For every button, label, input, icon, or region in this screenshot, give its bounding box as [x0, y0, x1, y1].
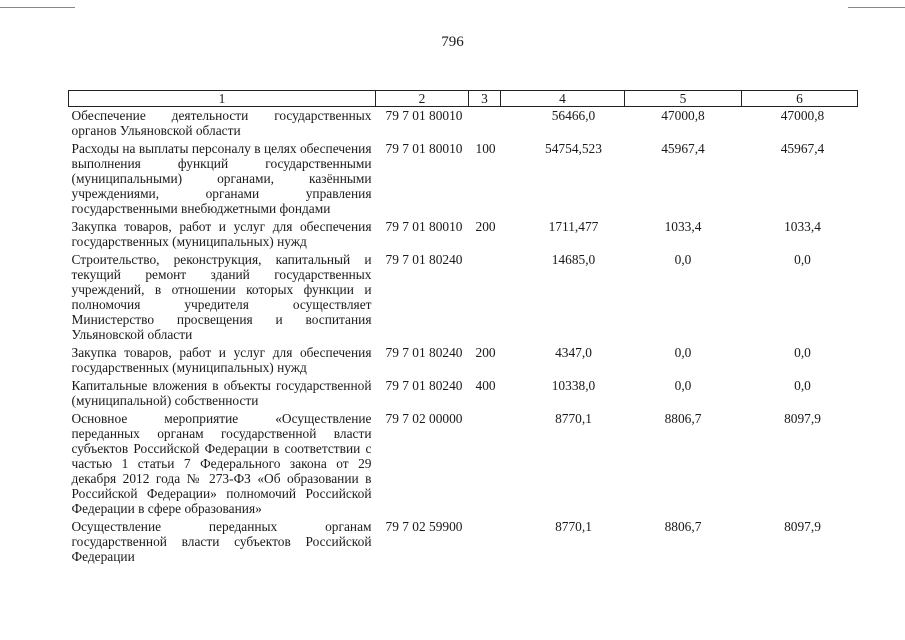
- row-code: 79 7 01 80240: [385, 345, 463, 360]
- row-value-col5: 1033,4: [664, 219, 702, 234]
- table-row: [69, 410, 858, 518]
- row-name: Закупка товаров, работ и услуг для обеспечения государственных (муниципальных) нужд: [71, 345, 372, 375]
- scan-edge-line-right: [848, 7, 905, 8]
- row-value-col4: 10338,0: [551, 378, 596, 393]
- header-cell-2: 2: [376, 91, 469, 107]
- row-value-col4: 1711,477: [548, 219, 599, 234]
- row-value-col6: 1033,4: [784, 219, 821, 234]
- row-value-col5: 47000,8: [661, 108, 705, 123]
- row-expense-type: [469, 251, 501, 344]
- header-row: [69, 91, 858, 107]
- budget-table: [68, 90, 858, 566]
- table-row: [69, 251, 858, 344]
- row-value-col4: 54754,523: [545, 141, 602, 156]
- row-name: Осуществление переданных органам государственной власти субъектов Российской Федерации: [71, 519, 372, 564]
- row-name: Основное мероприятие «Осуществление переданных органам государственной власти субъектов Российской Федерации в соответствии с частью 1 статьи 7 Федерального закона от 29 декабря 2012 года № 273-ФЗ «Об образовании в Российской Федерации» полномочий Российской Федерации в сфере образования»: [71, 411, 372, 516]
- row-expense-type: [469, 518, 501, 566]
- row-name: Обеспечение деятельности государственных органов Ульяновской области: [71, 108, 372, 138]
- table-row: [69, 140, 858, 218]
- row-code: 79 7 01 80010: [385, 219, 463, 234]
- row-expense-type: 100: [475, 141, 496, 156]
- row-code: 79 7 02 00000: [385, 411, 463, 426]
- row-expense-type: 200: [475, 345, 496, 360]
- row-code: 79 7 02 59900: [385, 519, 463, 534]
- row-expense-type: 200: [475, 219, 496, 234]
- header-cell-3: 3: [469, 91, 501, 107]
- row-value-col4: 8770,1: [555, 519, 592, 534]
- row-code: 79 7 01 80010: [385, 108, 463, 123]
- row-value-col5: 45967,4: [661, 141, 705, 156]
- row-code: 79 7 01 80240: [385, 252, 463, 267]
- row-value-col4: 14685,0: [551, 252, 596, 267]
- row-value-col6: 8097,9: [784, 411, 821, 426]
- row-value-col5: 0,0: [674, 345, 692, 360]
- row-value-col5: 8806,7: [664, 411, 702, 426]
- row-value-col5: 0,0: [674, 378, 692, 393]
- table-row: [69, 518, 858, 566]
- row-value-col6: 45967,4: [780, 141, 825, 156]
- table-row: [69, 107, 858, 141]
- row-value-col6: 0,0: [794, 252, 811, 267]
- table-row: [69, 344, 858, 377]
- row-value-col4: 4347,0: [555, 345, 592, 360]
- row-expense-type: [469, 107, 501, 141]
- page-number: 796: [441, 34, 464, 50]
- header-cell-4: 4: [501, 91, 625, 107]
- row-code: 79 7 01 80010: [385, 141, 463, 156]
- row-name: Расходы на выплаты персоналу в целях обеспечения выполнения функций государственными (муниципальными) органами, казёнными учреждениями, органами управления государственными внебюджетными фондами: [71, 141, 372, 216]
- row-value-col6: 47000,8: [780, 108, 825, 123]
- row-expense-type: [469, 410, 501, 518]
- row-value-col5: 0,0: [674, 252, 692, 267]
- table-row: [69, 218, 858, 251]
- table-row: [69, 377, 858, 410]
- row-expense-type: 400: [475, 378, 496, 393]
- row-value-col4: 56466,0: [551, 108, 596, 123]
- scan-edge-line-left: [0, 7, 75, 8]
- row-name: Капитальные вложения в объекты государственной (муниципальной) собственности: [71, 378, 372, 408]
- header-cell-5: 5: [625, 91, 742, 107]
- row-value-col6: 8097,9: [784, 519, 821, 534]
- row-code: 79 7 01 80240: [385, 378, 463, 393]
- row-name: Закупка товаров, работ и услуг для обеспечения государственных (муниципальных) нужд: [71, 219, 372, 249]
- row-value-col6: 0,0: [794, 345, 811, 360]
- row-value-col6: 0,0: [794, 378, 811, 393]
- row-value-col5: 8806,7: [664, 519, 702, 534]
- header-cell-1: 1: [69, 91, 376, 107]
- row-value-col4: 8770,1: [555, 411, 592, 426]
- header-cell-6: 6: [742, 91, 858, 107]
- row-name: Строительство, реконструкция, капитальный и текущий ремонт зданий государственных учреждений, в отношении которых функции и полномочия учредителя осуществляет Министерство просвещения и воспитания Ульяновской области: [71, 252, 372, 342]
